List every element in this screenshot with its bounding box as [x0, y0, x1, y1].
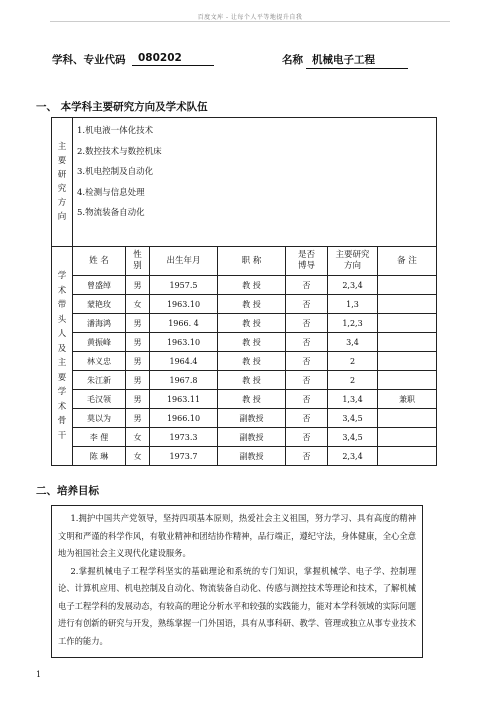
cell-birth: 1963.11 [150, 390, 218, 409]
cell-phd: 否 [286, 352, 328, 371]
cell-name: 曾盛绰 [73, 276, 126, 295]
cell-direction: 1,3 [328, 295, 378, 314]
cell-title: 副教授 [218, 409, 286, 428]
cell-gender: 女 [126, 295, 150, 314]
direction-item: 5.物流装备自动化 [77, 208, 145, 218]
cell-direction: 1,2,3 [328, 314, 378, 333]
cell-gender: 男 [126, 371, 150, 390]
cell-note [378, 314, 437, 333]
cell-gender: 男 [126, 276, 150, 295]
goal-paragraph: 2.掌握机械电子工程学科坚实的基础理论和系统的专门知识，掌握机械学、电子学、控制理论、计算机应用、机电控制及自动化、物流装备自动化、传感与测控技术等理论和技术，了解机械电子工程学科的发展动态，有较高的理论分析水平和较强的实践能力，能对本学科领域的实际问题进行有创新的研究与开发，熟练掌握一门外国语，具有从事科研、教学、管理或独立从事专业技术工作的能力。 [58, 565, 416, 646]
table-row [52, 276, 437, 295]
cell-title: 教 授 [218, 295, 286, 314]
cell-phd: 否 [286, 447, 328, 466]
vertical-label-char: 术 [57, 285, 67, 296]
cell-title: 教 授 [218, 333, 286, 352]
cell-phd: 否 [286, 333, 328, 352]
cell-phd: 否 [286, 390, 328, 409]
directions-label-cell [52, 118, 73, 247]
research-team-table [51, 117, 437, 466]
cell-direction: 1,3,4 [328, 390, 378, 409]
directions-label [52, 140, 72, 224]
direction-item: 4.检测与信息处理 [77, 187, 145, 198]
cell-note [378, 428, 437, 447]
cell-birth: 1966.10 [150, 409, 218, 428]
cell-title: 教 授 [218, 276, 286, 295]
direction-item: 2.数控技术与数控机床 [77, 146, 162, 157]
subject-name-value: 机械电子工程 [306, 52, 408, 69]
header-line: 方向 [343, 261, 361, 271]
section1-title: 一、 本学科主要研究方向及学术队伍 [36, 101, 208, 113]
vertical-label-char: 主 [57, 142, 67, 152]
team-header-row [52, 247, 437, 276]
cell-name: 李 俚 [73, 428, 126, 447]
cell-gender: 女 [126, 447, 150, 466]
cell-title: 教 授 [218, 352, 286, 371]
vertical-label-char: 方 [57, 198, 67, 208]
cell-gender: 男 [126, 333, 150, 352]
vertical-label-char: 向 [57, 212, 67, 222]
section2-title: 二、培养目标 [36, 485, 99, 497]
col-header-direction [328, 247, 378, 276]
direction-item: 1.机电液一体化技术 [77, 126, 154, 136]
vertical-label-char: 干 [57, 430, 67, 441]
table-row [52, 447, 437, 466]
cell-note [378, 371, 437, 390]
header-line: 别 [133, 261, 142, 271]
cell-name: 莫以为 [73, 409, 126, 428]
col-header-gender [126, 247, 150, 276]
vertical-label-char: 主 [57, 358, 67, 368]
cell-gender: 男 [126, 314, 150, 333]
table-row [52, 428, 437, 447]
cell-phd: 否 [286, 409, 328, 428]
vertical-label-char: 学 [57, 387, 67, 397]
cell-phd: 否 [286, 371, 328, 390]
cell-birth: 1973.3 [150, 428, 218, 447]
col-header-name: 姓 名 [73, 247, 126, 276]
cell-gender: 女 [126, 428, 150, 447]
cell-gender: 男 [126, 409, 150, 428]
table-row [52, 295, 437, 314]
direction-item: 3.机电控制及自动化 [77, 167, 154, 177]
header-line: 性 [133, 250, 142, 260]
training-goals-box [51, 505, 423, 658]
page-header-tagline: 百度文库 - 让每个人平等地提升自我 [197, 14, 303, 21]
cell-name: 潘海鸿 [73, 314, 126, 333]
header-line: 主要研究 [335, 250, 370, 260]
table-row [52, 371, 437, 390]
team-label [52, 269, 72, 443]
header-divider [50, 21, 450, 22]
col-header-note: 备 注 [378, 247, 437, 276]
table-row [52, 390, 437, 409]
cell-direction: 3,4 [328, 333, 378, 352]
cell-note [378, 333, 437, 352]
cell-direction: 2 [328, 371, 378, 390]
subject-code-value: 080202 [132, 52, 214, 66]
cell-name: 林义忠 [73, 352, 126, 371]
table-row [52, 333, 437, 352]
team-label-cell [52, 247, 73, 466]
cell-name: 黄振峰 [73, 333, 126, 352]
cell-note [378, 409, 437, 428]
cell-direction: 2,3,4 [328, 276, 378, 295]
cell-title: 副教授 [218, 447, 286, 466]
vertical-label-char: 研 [57, 170, 67, 180]
cell-note [378, 276, 437, 295]
cell-title: 教 授 [218, 314, 286, 333]
cell-gender: 男 [126, 390, 150, 409]
vertical-label-char: 要 [57, 372, 67, 383]
col-header-title: 职 称 [218, 247, 286, 276]
vertical-label-char: 人 [57, 329, 67, 339]
goal-paragraph: 1.拥护中国共产党领导，坚持四项基本原则，热爱社会主义祖国，努力学习、具有高度的精神文明和严谨的科学作风，有敬业精神和团结协作精神，品行端正，遵纪守法，身体健康，全心全意地为祖国社会主义现代化建设服务。 [58, 513, 416, 558]
cell-title: 教 授 [218, 371, 286, 390]
cell-note: 兼职 [378, 390, 437, 409]
table-row [52, 352, 437, 371]
cell-birth: 1957.5 [150, 276, 218, 295]
cell-name: 毛汉领 [73, 390, 126, 409]
cell-phd: 否 [286, 276, 328, 295]
vertical-label-char: 要 [57, 156, 67, 166]
cell-birth: 1963.10 [150, 295, 218, 314]
col-header-phd [286, 247, 328, 276]
header-line: 博导 [297, 261, 315, 271]
vertical-label-char: 及 [57, 343, 67, 354]
cell-note [378, 352, 437, 371]
cell-gender: 男 [126, 352, 150, 371]
cell-title: 教 授 [218, 390, 286, 409]
cell-direction: 2,3,4 [328, 447, 378, 466]
cell-phd: 否 [286, 295, 328, 314]
table-row [52, 314, 437, 333]
cell-birth: 1966. 4 [150, 314, 218, 333]
vertical-label-char: 头 [57, 314, 67, 325]
cell-birth: 1967.8 [150, 371, 218, 390]
cell-direction: 3,4,5 [328, 428, 378, 447]
subject-row [52, 52, 452, 68]
vertical-label-char: 带 [57, 300, 67, 310]
cell-name: 蒙艳玫 [73, 295, 126, 314]
subject-name-label: 名称 [282, 54, 303, 66]
subject-code-label: 学科、专业代码 [52, 54, 126, 66]
cell-name: 陈 琳 [73, 447, 126, 466]
cell-phd: 否 [286, 428, 328, 447]
page-number: 1 [36, 670, 42, 679]
directions-row [52, 118, 437, 247]
vertical-label-char: 究 [57, 184, 67, 194]
cell-note [378, 295, 437, 314]
cell-birth: 1964.4 [150, 352, 218, 371]
cell-note [378, 447, 437, 466]
cell-birth: 1973.7 [150, 447, 218, 466]
cell-direction: 3,4,5 [328, 409, 378, 428]
cell-phd: 否 [286, 314, 328, 333]
header-line: 是否 [297, 250, 315, 260]
cell-title: 副教授 [218, 428, 286, 447]
vertical-label-char: 学 [57, 271, 67, 281]
table-row [52, 409, 437, 428]
cell-direction: 2 [328, 352, 378, 371]
vertical-label-char: 术 [57, 401, 67, 412]
vertical-label-char: 骨 [57, 416, 67, 426]
cell-birth: 1963.10 [150, 333, 218, 352]
cell-name: 朱江新 [73, 371, 126, 390]
directions-list [73, 118, 437, 247]
col-header-birth: 出生年月 [150, 247, 218, 276]
